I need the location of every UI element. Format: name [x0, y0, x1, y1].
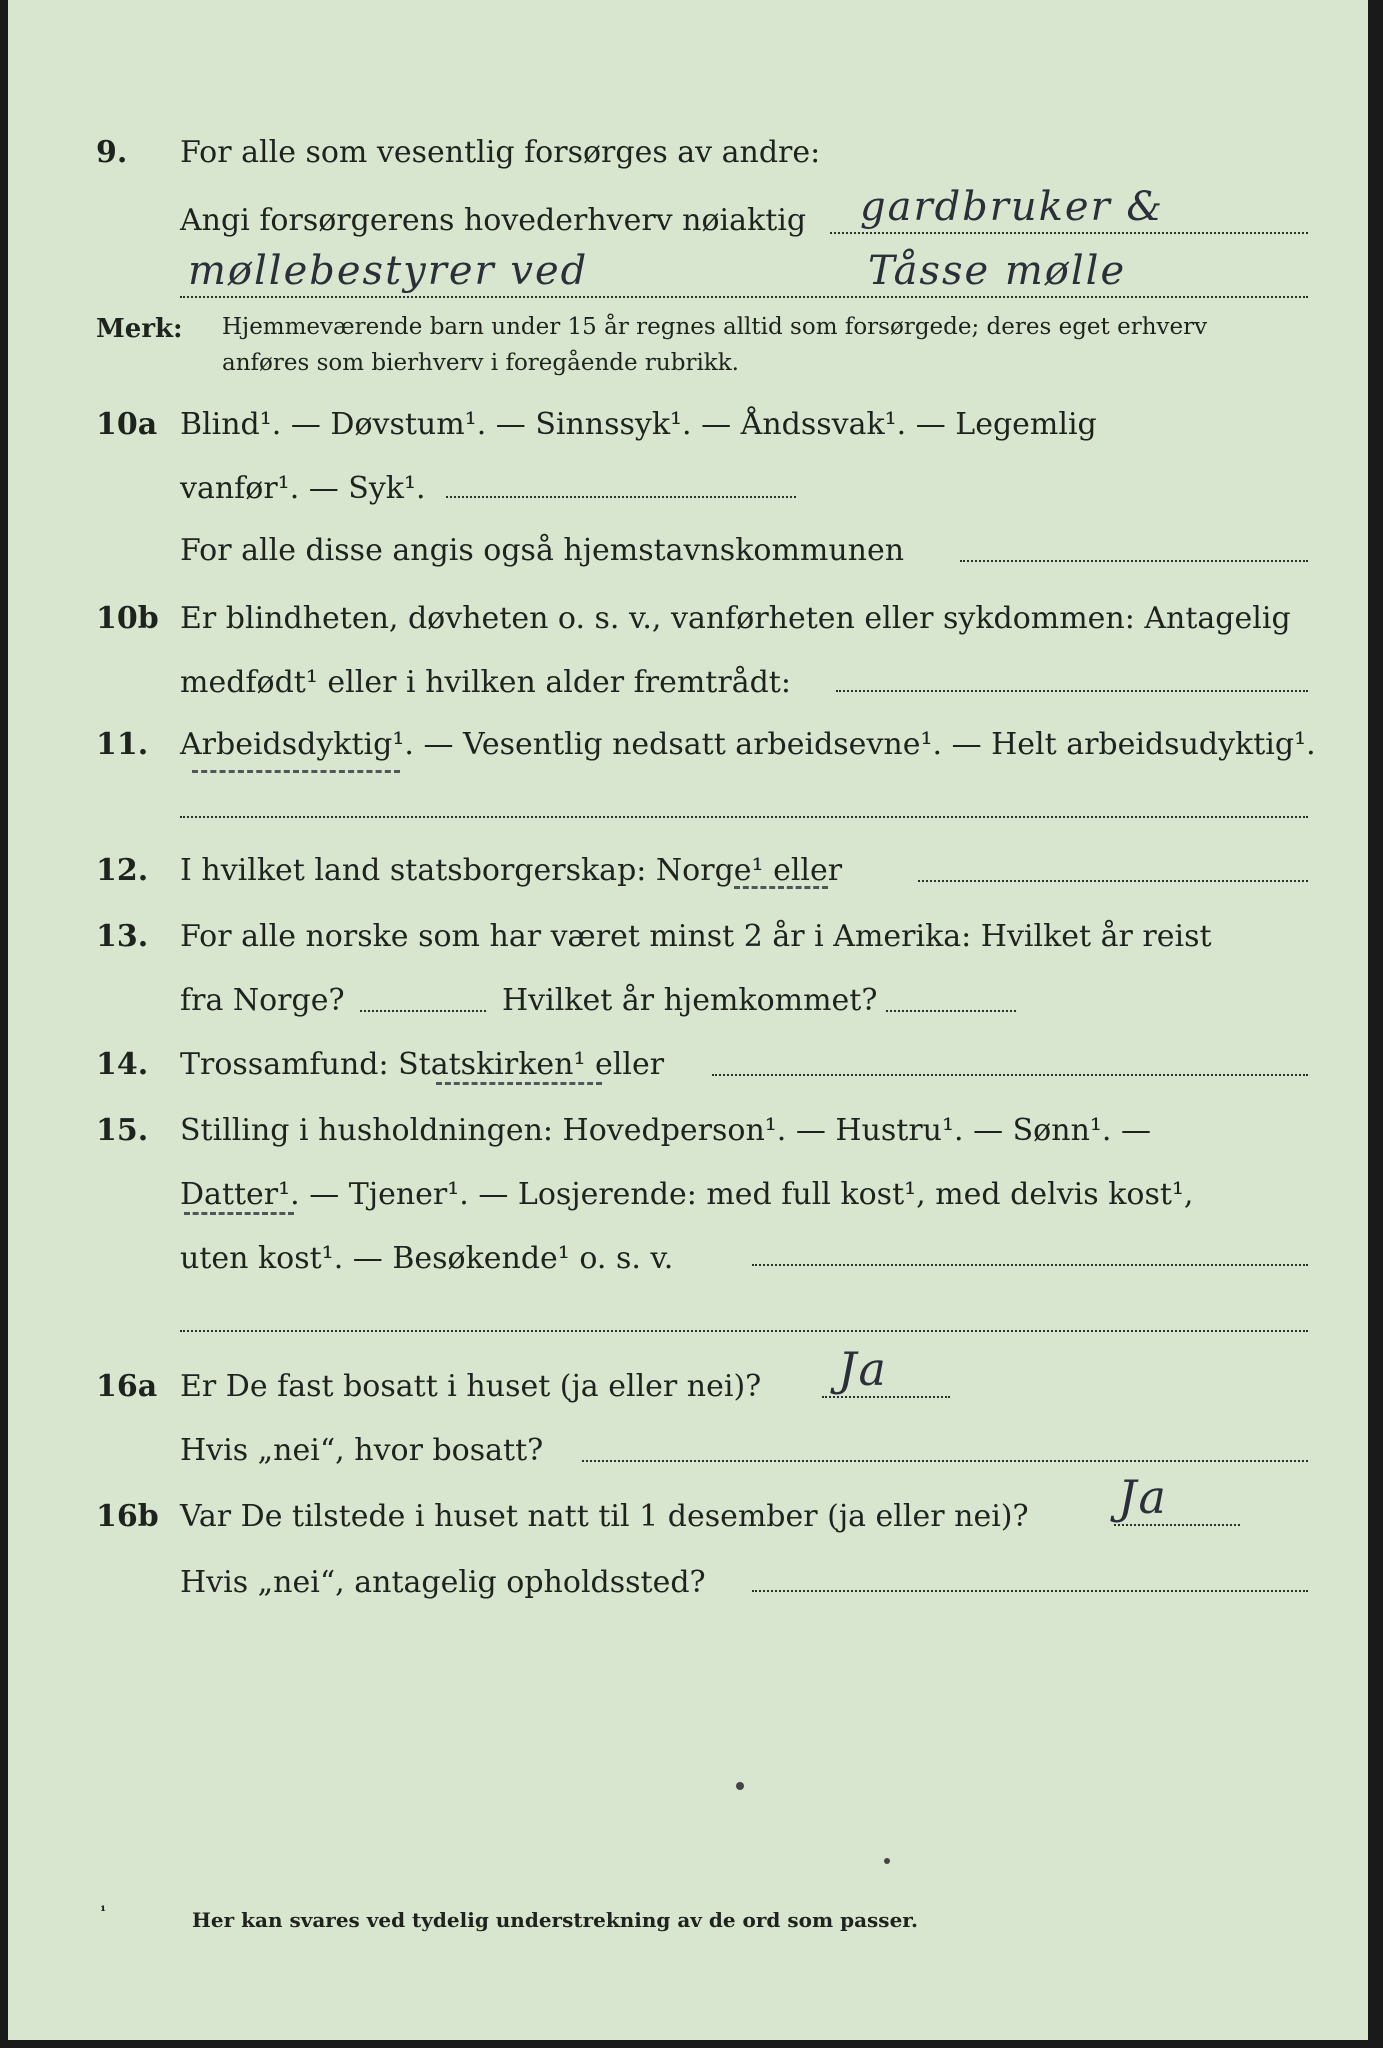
- question-text: I hvilket land statsborgerskap: Norge¹ eller: [180, 853, 843, 888]
- question-11: [8, 722, 1368, 768]
- question-12: [8, 848, 1368, 894]
- question-text: Hvilket år hjemkommet?: [502, 983, 878, 1018]
- answer-line: [752, 1264, 1308, 1266]
- question-text: Arbeidsdyktig¹. — Vesentlig nedsatt arbeidsevne¹. — Helt arbeidsudyktig¹.: [180, 727, 1316, 762]
- question-number: 15.: [96, 1113, 149, 1148]
- answer-line: [712, 1074, 1308, 1076]
- question-text: Er blindheten, døvheten o. s. v., vanførheten eller sykdommen: Antagelig: [180, 601, 1291, 636]
- question-10b-line-2: [8, 660, 1368, 706]
- question-9: [8, 130, 1368, 176]
- question-number: 13.: [96, 919, 149, 954]
- question-10a-line-2: [8, 466, 1368, 512]
- question-text: Er De fast bosatt i huset (ja eller nei)?: [180, 1369, 762, 1404]
- answer-line: [830, 232, 1308, 234]
- census-form-page: [8, 0, 1368, 2040]
- question-text: Var De tilstede i huset natt til 1 desember (ja eller nei)?: [180, 1499, 1029, 1534]
- answer-line: [752, 1590, 1308, 1592]
- answer-line: [836, 690, 1308, 692]
- footnote-mark: ¹: [100, 1904, 107, 1920]
- question-text: Blind¹. — Døvstum¹. — Sinnssyk¹. — Åndssvak¹. — Legemlig: [180, 407, 1097, 442]
- question-number: 10b: [96, 601, 159, 636]
- question-number: 10a: [96, 407, 158, 442]
- question-text: fra Norge?: [180, 983, 345, 1018]
- answer-line: [446, 496, 796, 498]
- handwritten-answer: møllebestyrer ved: [188, 248, 589, 294]
- question-13-line-2: [8, 978, 1368, 1024]
- footnote-text: Her kan svares ved tydelig understrekning av de ord som passer.: [192, 1908, 918, 1932]
- question-text: vanfør¹. — Syk¹.: [180, 471, 426, 506]
- question-number: 14.: [96, 1047, 149, 1082]
- question-number: 9.: [96, 135, 128, 170]
- question-number: 16b: [96, 1499, 159, 1534]
- question-10a-line-3: [8, 528, 1368, 574]
- handwritten-answer: Ja: [1118, 1470, 1168, 1524]
- question-13: [8, 914, 1368, 960]
- handwritten-answer: Tåsse mølle: [868, 248, 1127, 294]
- question-16a-line-2: [8, 1428, 1368, 1474]
- question-text: Angi forsørgerens hovederhverv nøiaktig: [180, 203, 807, 238]
- ink-speck: [736, 1782, 744, 1790]
- answer-line: [180, 296, 1308, 298]
- handwritten-answer: Ja: [838, 1342, 888, 1396]
- question-text: Stilling i husholdningen: Hovedperson¹. — Hustru¹. — Sønn¹. —: [180, 1113, 1151, 1148]
- question-text: Hvis „nei“, antagelig opholdssted?: [180, 1565, 706, 1600]
- question-number: 16a: [96, 1369, 158, 1404]
- question-number: 11.: [96, 727, 149, 762]
- question-14: [8, 1042, 1368, 1088]
- note-label: Merk:: [96, 314, 183, 344]
- question-16b-line-2: [8, 1560, 1368, 1606]
- answer-underline: [192, 770, 400, 773]
- ink-speck: [884, 1858, 890, 1864]
- question-text: Datter¹. — Tjener¹. — Losjerende: med full kost¹, med delvis kost¹,: [180, 1177, 1194, 1212]
- answer-underline: [184, 1212, 294, 1215]
- question-text: Trossamfund: Statskirken¹ eller: [180, 1047, 665, 1082]
- question-text: Hvis „nei“, hvor bosatt?: [180, 1433, 544, 1468]
- question-text: medfødt¹ eller i hvilken alder fremtrådt:: [180, 665, 791, 700]
- question-text: For alle disse angis også hjemstavnskommunen: [180, 533, 905, 568]
- answer-line: [360, 1010, 486, 1012]
- answer-line: [1114, 1524, 1240, 1526]
- handwritten-answer: gardbruker &: [860, 184, 1165, 230]
- answer-line: [822, 1396, 950, 1398]
- answer-underline: [734, 886, 828, 889]
- answer-line: [180, 1330, 1308, 1332]
- question-10a: [8, 402, 1368, 448]
- note-text: Hjemmeværende barn under 15 år regnes alltid som forsørgede; deres eget erhverv: [222, 314, 1208, 340]
- answer-underline: [436, 1082, 602, 1085]
- note-text: anføres som bierhverv i foregående rubrikk.: [222, 350, 739, 376]
- question-15-line-3: [8, 1236, 1368, 1282]
- question-16a: [8, 1364, 1368, 1410]
- answer-line: [886, 1010, 1016, 1012]
- question-text: For alle som vesentlig forsørges av andre:: [180, 135, 821, 170]
- question-text: uten kost¹. — Besøkende¹ o. s. v.: [180, 1241, 674, 1276]
- answer-line: [918, 880, 1308, 882]
- answer-line: [180, 816, 1308, 818]
- question-text: For alle norske som har været minst 2 år i Amerika: Hvilket år reist: [180, 919, 1212, 954]
- question-number: 12.: [96, 853, 149, 888]
- answer-line: [960, 560, 1308, 562]
- question-10b: [8, 596, 1368, 642]
- answer-line: [582, 1460, 1308, 1462]
- question-15: [8, 1108, 1368, 1154]
